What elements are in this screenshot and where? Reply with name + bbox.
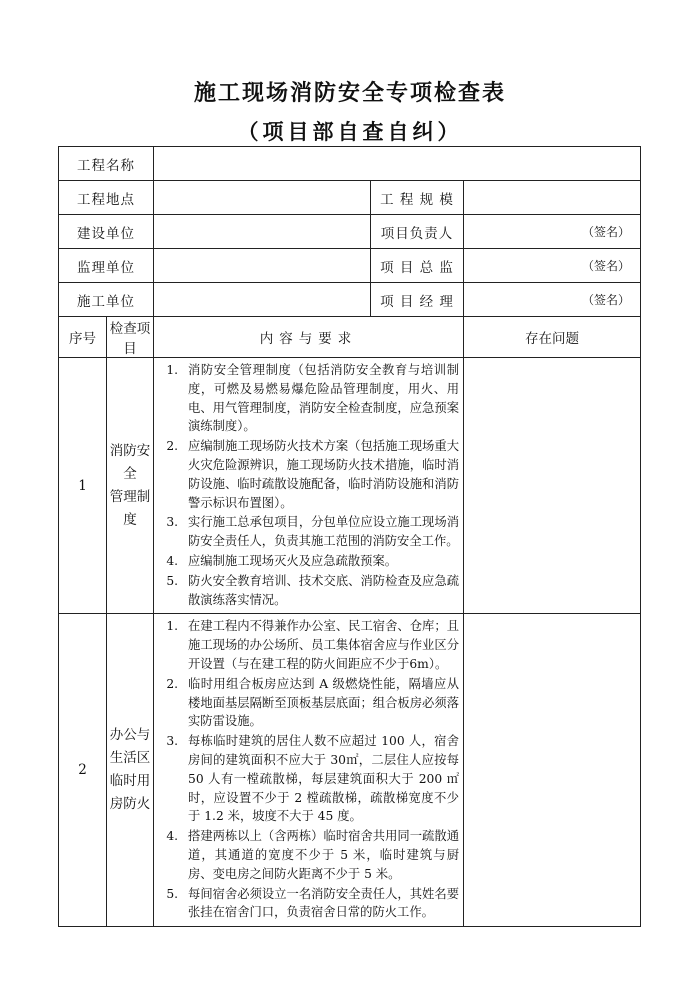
document-title: 施工现场消防安全专项检查表 (193, 80, 506, 106)
row-1-issues-field[interactable] (464, 358, 641, 614)
row-1-item-line-1: 消防安全 (109, 442, 151, 482)
requirement-2-4: 4. 搭建两栋以上（含两栋）临时宿舍共用同一疏散通道，其通道的宽度不少于 5 米，临时建筑与厨房、变电房之间防火距离不少于 5 米。 (182, 827, 459, 883)
chief-supervisor-signature[interactable]: （签名） (464, 249, 641, 283)
chief-supervisor-label: 项 目 总 监 (371, 249, 464, 283)
requirement-1-2: 2. 应编制施工现场防火技术方案（包括施工现场重大火灾危险源辨识，施工现场防火技术措施，临时消防设施、临时疏散设施配备，临时消防设施和消防警示标识布置图）。 (182, 437, 459, 512)
builder-unit-field[interactable] (154, 283, 371, 317)
row-1-item-line-2: 管理制度 (109, 488, 151, 528)
project-leader-signature[interactable]: （签名） (464, 215, 641, 249)
project-scale-field[interactable] (464, 181, 641, 215)
row-1-item (107, 358, 154, 614)
row-1-no: 1 (59, 358, 107, 614)
requirement-1-4: 4. 应编制施工现场灭火及应急疏散预案。 (182, 552, 459, 571)
row-2-item-line-4: 房防火 (109, 796, 151, 813)
supervision-unit-label: 监理单位 (59, 249, 154, 283)
table-header-row (59, 317, 641, 358)
row-2-item-line-1: 办公与 (109, 727, 151, 744)
requirement-2-1: 1. 在建工程内不得兼作办公室、民工宿舍、仓库；且施工现场的办公场所、员工集体宿舍应与作业区分开设置（与在建工程的防火间距应不少于6m）。 (182, 617, 459, 673)
inspection-table (58, 146, 641, 927)
table-row-2 (59, 614, 641, 927)
table-row-1 (59, 358, 641, 614)
row-2-requirements (154, 614, 464, 927)
document-subtitle: （项目部自查自纠） (237, 119, 463, 144)
project-scale-label: 工 程 规 模 (371, 181, 464, 215)
header-item-text: 检查项目 (109, 321, 151, 357)
requirement-1-3: 3. 实行施工总承包项目，分包单位应设立施工现场消防安全责任人，负责其施工范围的消防安全工作。 (182, 513, 459, 551)
header-content: 内容与要求 (154, 317, 464, 358)
header-no: 序号 (59, 317, 107, 358)
supervision-unit-field[interactable] (154, 249, 371, 283)
project-location-row (59, 181, 641, 215)
requirement-2-3: 3. 每栋临时建筑的居住人数不应超过 100 人，宿舍房间的建筑面积不应大于 30㎡，二层住人应按每 50 人有一樘疏散梯，每层建筑面积大于 200 ㎡时，应设置不少于 2 樘疏散梯，疏散梯宽度不少于 1.2 米，坡度不大于 45 度。 (182, 732, 459, 826)
construction-unit-label: 建设单位 (59, 215, 154, 249)
builder-unit-label: 施工单位 (59, 283, 154, 317)
project-name-label: 工程名称 (59, 147, 154, 181)
project-name-field[interactable] (154, 147, 641, 181)
row-2-item (107, 614, 154, 927)
row-2-item-line-3: 临时用 (109, 773, 151, 790)
project-location-label: 工程地点 (59, 181, 154, 215)
row-2-item-line-2: 生活区 (109, 750, 151, 767)
row-2-no: 2 (59, 614, 107, 927)
project-manager-signature[interactable]: （签名） (464, 283, 641, 317)
requirement-2-2: 2. 临时用组合板房应达到 A 级燃烧性能，隔墙应从楼地面基层隔断至顶板基层底面；组合板房必须落实防雷设施。 (182, 675, 459, 731)
construction-unit-field[interactable] (154, 215, 371, 249)
requirement-1-1: 1. 消防安全管理制度（包括消防安全教育与培训制度，可燃及易燃易爆危险品管理制度，用火、用电、用气管理制度，消防安全检查制度，应急预案演练制度）。 (182, 361, 459, 436)
project-leader-label: 项目负责人 (371, 215, 464, 249)
header-issues: 存在问题 (464, 317, 641, 358)
header-item (107, 317, 154, 358)
requirement-1-5: 5. 防火安全教育培训、技术交底、消防检查及应急疏散演练落实情况。 (182, 572, 459, 610)
row-1-requirements (154, 358, 464, 614)
project-manager-label: 项 目 经 理 (371, 283, 464, 317)
row-2-issues-field[interactable] (464, 614, 641, 927)
project-location-field[interactable] (154, 181, 371, 215)
builder-unit-row (59, 283, 641, 317)
project-name-row (59, 147, 641, 181)
requirement-2-5: 5. 每间宿舍必须设立一名消防安全责任人，其姓名要张挂在宿舍门口，负责宿舍日常的防火工作。 (182, 885, 459, 923)
construction-unit-row (59, 215, 641, 249)
supervision-unit-row (59, 249, 641, 283)
